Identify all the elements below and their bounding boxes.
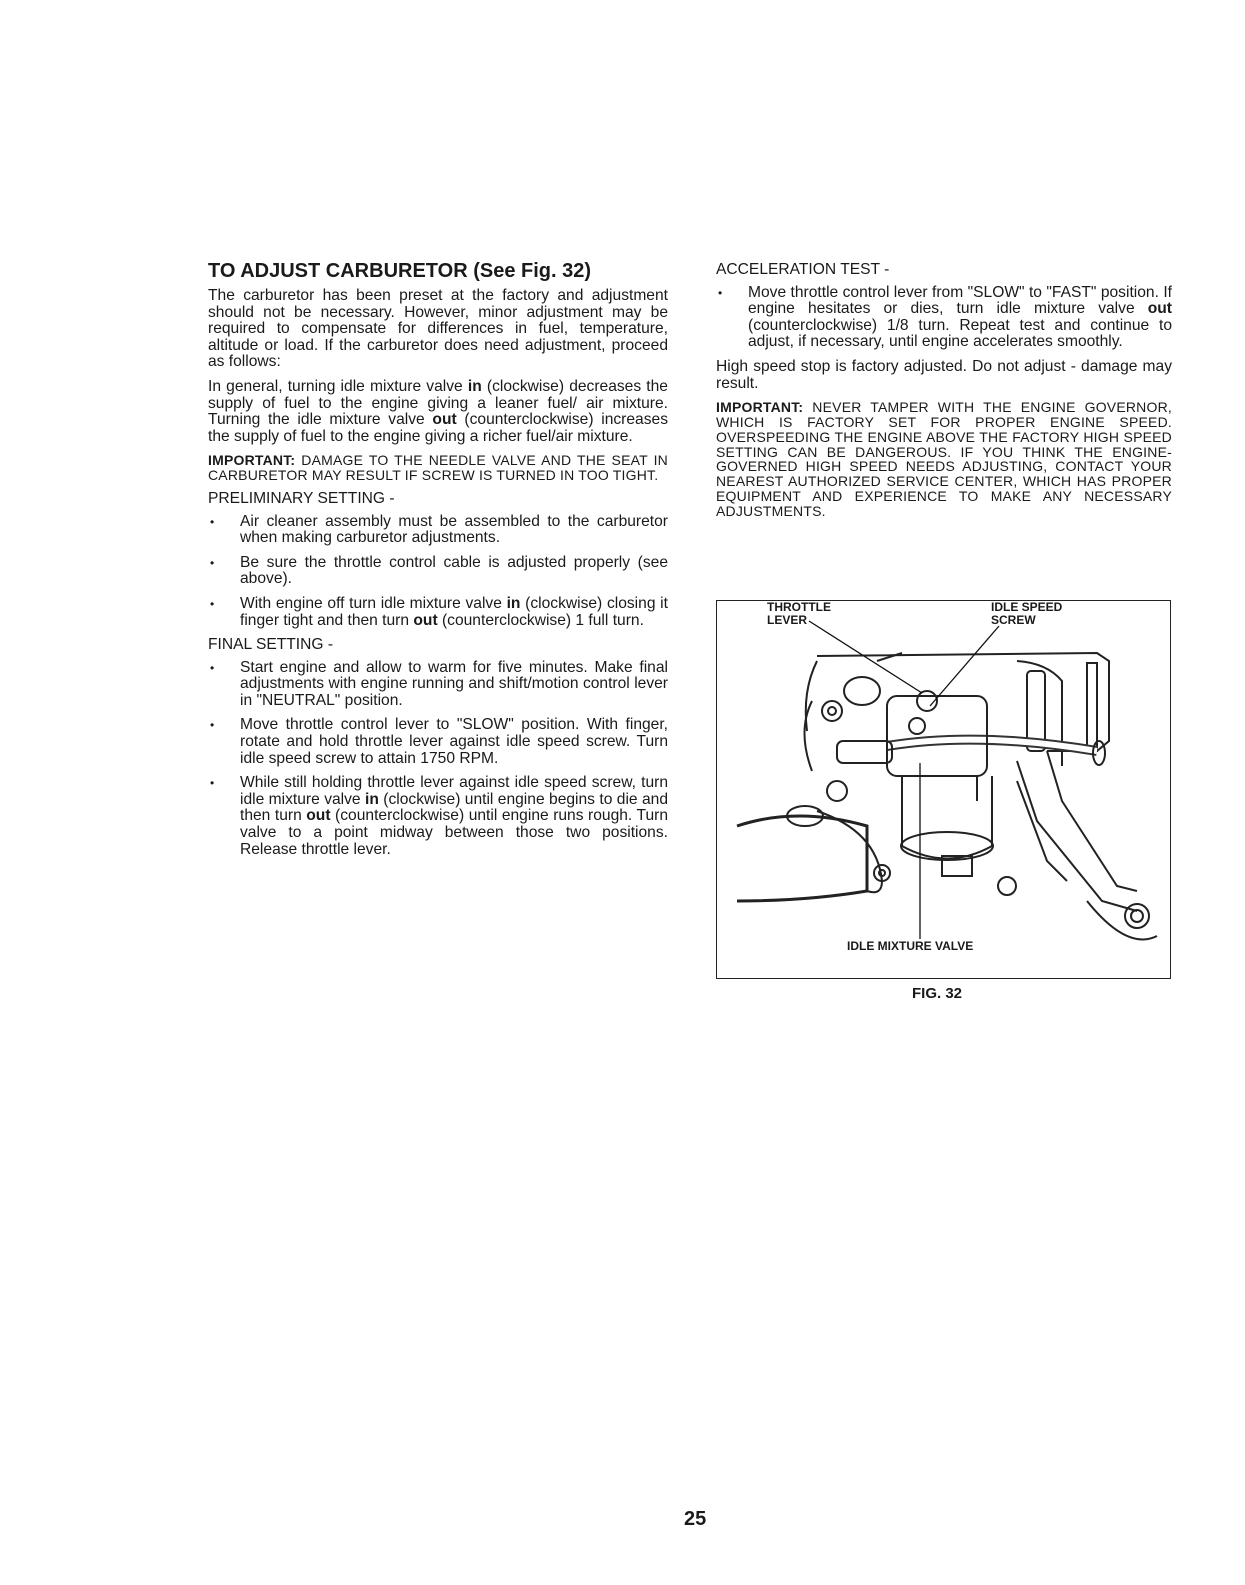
bullet-icon: •	[210, 555, 215, 570]
left-column	[208, 258, 668, 866]
section-title: TO ADJUST CARBURETOR (See Fig. 32)	[208, 260, 592, 282]
bullet-icon: •	[210, 776, 215, 791]
bullet-icon: •	[210, 718, 215, 733]
acceleration-heading: ACCELERATION TEST -	[716, 261, 890, 278]
high-speed-paragraph: High speed stop is factory adjusted. Do not adjust - damage may result.	[716, 357, 1172, 392]
page-number: 25	[684, 1508, 707, 1530]
acceleration-list	[716, 285, 1172, 351]
idle-mixture-valve-label: IDLE MIXTURE VALVE	[847, 939, 974, 953]
intro-paragraph: The carburetor has been preset at the factory and adjustment should not be necessary. However, minor adjustment may be required to compensate for differences in fuel, temperature, altitude or load. If the carburetor does need adjustment, proceed as follows:	[208, 287, 668, 371]
right-column	[716, 258, 1172, 527]
final-list	[208, 660, 668, 859]
bullet-icon: •	[718, 285, 723, 300]
bullet-icon: •	[210, 660, 215, 675]
carburetor-figure	[716, 600, 1171, 979]
preliminary-heading: PRELIMINARY SETTING -	[208, 489, 395, 507]
list-item: • With engine off turn idle mixture valve in (clockwise) closing it finger tight and then turn out (counterclockwise) 1 full turn.	[210, 594, 668, 629]
final-heading: FINAL SETTING -	[208, 636, 334, 654]
carburetor-illustration	[717, 601, 1170, 978]
preliminary-list	[208, 514, 668, 630]
figure-caption: FIG. 32	[912, 985, 963, 1002]
throttle-lever-label: THROTTLE LEVER	[767, 600, 831, 627]
important-note-left: IMPORTANT: DAMAGE TO THE NEEDLE VALVE AND THE SEAT IN CARBURETOR MAY RESULT IF SCREW IS TURNED IN TOO TIGHT.	[208, 452, 668, 484]
list-item: • Move throttle control lever to "SLOW" position. With finger, rotate and hold throttle lever against idle speed screw. Turn idle speed screw to attain 1750 RPM.	[210, 716, 668, 767]
list-item: • Move throttle control lever from "SLOW" to "FAST" position. If engine hesitates or dies, turn idle mixture valve out (counterclockwise) 1/8 turn. Repeat test and continue to adjust, if necessary, until engine accelerates smoothly.	[718, 283, 1172, 351]
general-paragraph: In general, turning idle mixture valve in (clockwise) decreases the supply of fuel to the engine giving a leaner fuel/ air mixture. Turning the idle mixture valve out (counterclockwise) increases the supply of fuel to the engine giving a richer fuel/air mixture.	[208, 377, 668, 445]
list-item: • Be sure the throttle control cable is adjusted properly (see above).	[210, 553, 668, 588]
important-note-right: IMPORTANT: NEVER TAMPER WITH THE ENGINE GOVERNOR, WHICH IS FACTORY SET FOR PROPER ENGINE SPEED. OVERSPEEDING THE ENGINE ABOVE THE FACTORY HIGH SPEED SETTING CAN BE DANGEROUS. IF YOU THINK THE ENGINE-GOVERNED HIGH SPEED NEEDS ADJUSTING, CONTACT YOUR NEAREST AUTHORIZED SERVICE CENTER, WHICH HAS PROPER EQUIPMENT AND EXPERIENCE TO MAKE ANY NECESSARY ADJUSTMENTS.	[716, 399, 1172, 519]
bullet-icon: •	[210, 514, 215, 529]
idle-speed-screw-label: IDLE SPEED SCREW	[991, 600, 1063, 627]
list-item: • Air cleaner assembly must be assembled to the carburetor when making carburetor adjustments.	[210, 512, 668, 547]
list-item: • Start engine and allow to warm for five minutes. Make final adjustments with engine running and shift/motion control lever in "NEUTRAL" position.	[210, 658, 668, 709]
bullet-icon: •	[210, 596, 215, 611]
list-item: • While still holding throttle lever against idle speed screw, turn idle mixture valve in (clockwise) until engine begins to die and then turn out (counterclockwise) until engine runs rough. Turn valve to a point midway between those two positions. Release throttle lever.	[210, 774, 669, 858]
